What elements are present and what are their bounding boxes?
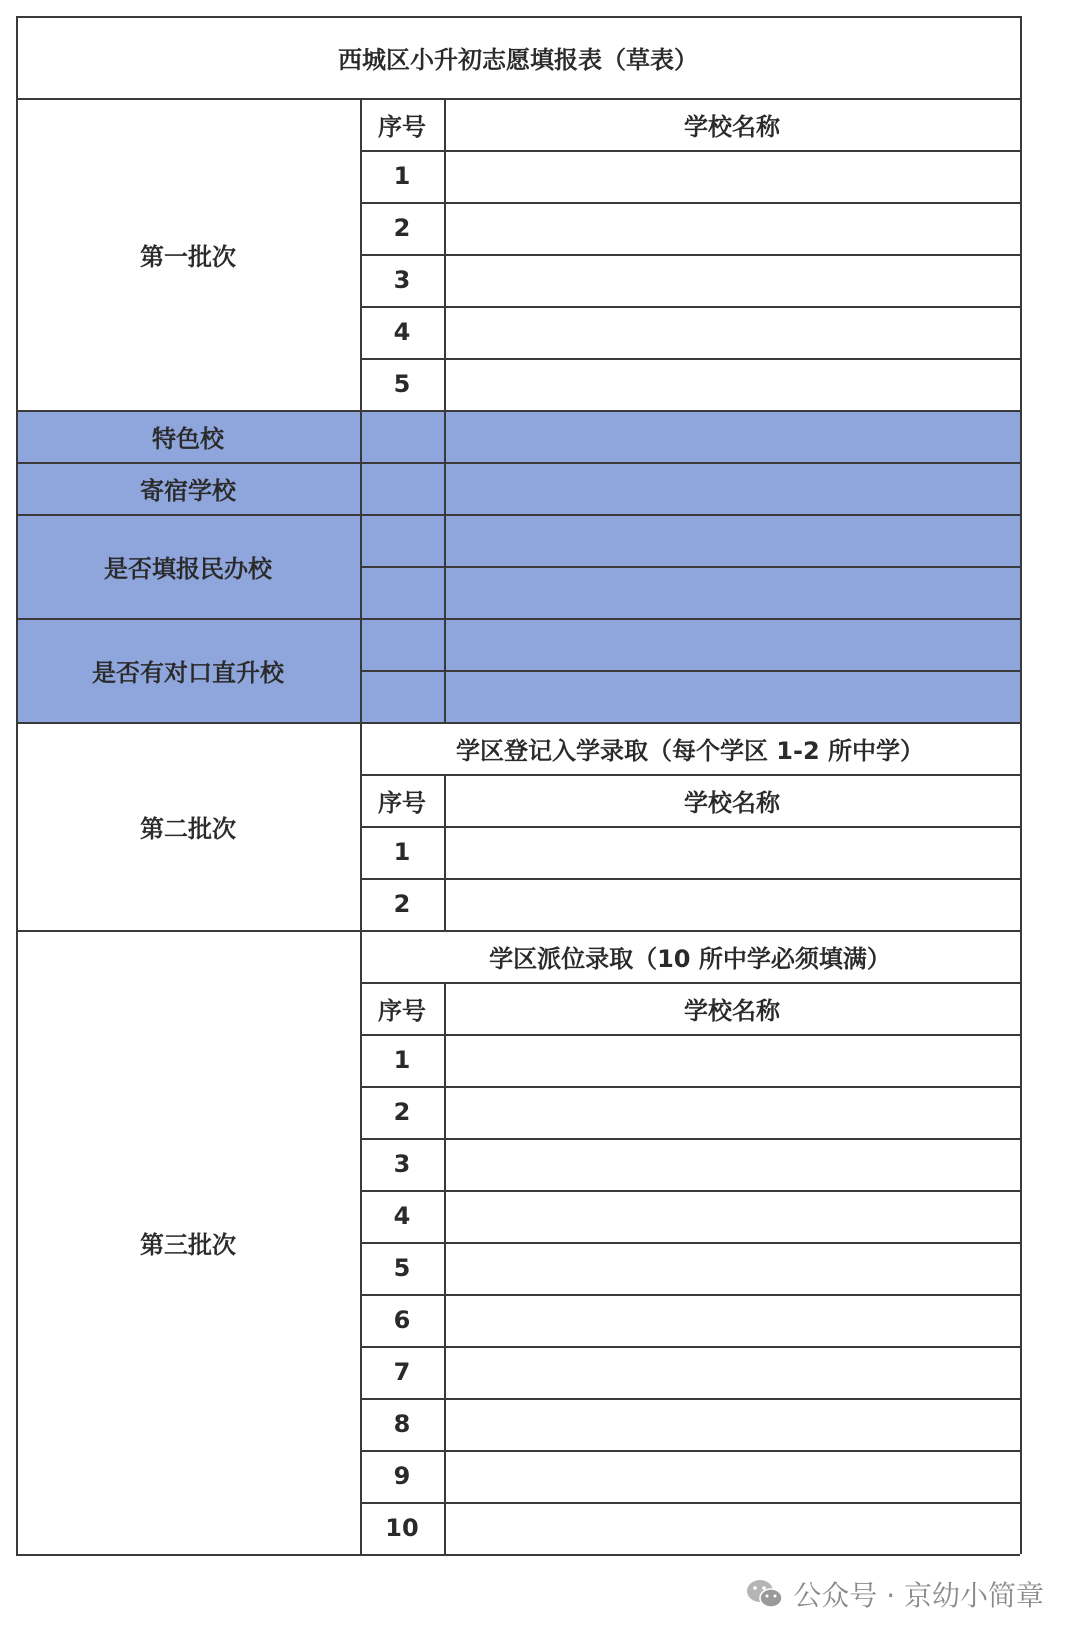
school-name-input[interactable]: [444, 514, 1020, 566]
seq-number: 4: [393, 318, 411, 346]
school-name-input[interactable]: [444, 202, 1020, 254]
seq-number: 2: [393, 890, 411, 918]
seq-number: 2: [393, 1098, 411, 1126]
table-border-left: [16, 16, 18, 1554]
table-border-bottom: [16, 1554, 1020, 1556]
form-title: 西城区小升初志愿填报表（草表）: [338, 45, 698, 74]
seq-number: 6: [393, 1306, 411, 1334]
school-name-input[interactable]: [444, 1346, 1020, 1398]
title-divider: [16, 98, 1020, 100]
school-name-input[interactable]: [444, 1086, 1020, 1138]
school-name-input[interactable]: [444, 670, 1020, 722]
batch-3-label: 第三批次: [140, 1230, 236, 1259]
table-border-top: [16, 16, 1020, 18]
batch-1-label: 第一批次: [140, 242, 236, 271]
school-name-input[interactable]: [444, 1034, 1020, 1086]
seq-number: 5: [393, 370, 411, 398]
school-name-input[interactable]: [444, 1242, 1020, 1294]
seq-number: 1: [393, 162, 411, 190]
school-name-input[interactable]: [444, 1502, 1020, 1554]
seq-number: 7: [393, 1358, 411, 1386]
application-form-table: [16, 16, 1064, 1620]
seq-header: 序号: [378, 112, 426, 141]
school-name-input[interactable]: [444, 358, 1020, 410]
table-border-right: [1020, 16, 1022, 1554]
wechat-icon: [745, 1577, 785, 1611]
seq-number: 8: [393, 1410, 411, 1438]
seq-input[interactable]: [360, 410, 444, 462]
school-name-input[interactable]: [444, 566, 1020, 618]
direct-promotion-label: 是否有对口直升校: [92, 658, 284, 687]
batch-2-subtitle: 学区登记入学录取（每个学区 1-2 所中学）: [455, 736, 925, 765]
school-name-header: 学校名称: [684, 112, 780, 141]
col-divider-seq: [444, 98, 446, 722]
seq-number: 3: [393, 266, 411, 294]
col-divider-seq: [444, 982, 446, 1554]
seq-number: 1: [393, 838, 411, 866]
watermark-text: 公众号 · 京幼小简章: [793, 1579, 1044, 1612]
seq-input[interactable]: [360, 566, 444, 618]
school-name-input[interactable]: [444, 306, 1020, 358]
seq-header: 序号: [378, 788, 426, 817]
school-name-header: 学校名称: [684, 788, 780, 817]
school-name-input[interactable]: [444, 618, 1020, 670]
watermark: [745, 1574, 1044, 1614]
seq-number: 10: [385, 1514, 419, 1542]
group-divider: [16, 410, 1020, 412]
seq-input[interactable]: [360, 618, 444, 670]
school-name-input[interactable]: [444, 1138, 1020, 1190]
col-divider-seq: [444, 774, 446, 930]
seq-number: 4: [393, 1202, 411, 1230]
seq-number: 5: [393, 1254, 411, 1282]
batch-3-subtitle: 学区派位录取（10 所中学必须填满）: [489, 944, 891, 973]
seq-input[interactable]: [360, 462, 444, 514]
batch-2-label: 第二批次: [140, 814, 236, 843]
school-name-input[interactable]: [444, 462, 1020, 514]
school-name-header: 学校名称: [684, 996, 780, 1025]
boarding-school-label: 寄宿学校: [140, 476, 236, 505]
seq-input[interactable]: [360, 514, 444, 566]
school-name-input[interactable]: [444, 254, 1020, 306]
school-name-input[interactable]: [444, 826, 1020, 878]
special-school-label: 特色校: [152, 424, 224, 453]
school-name-input[interactable]: [444, 878, 1020, 930]
col-divider-label: [360, 98, 362, 1554]
seq-number: 2: [393, 214, 411, 242]
seq-header: 序号: [378, 996, 426, 1025]
seq-number: 9: [393, 1462, 411, 1490]
school-name-input[interactable]: [444, 1294, 1020, 1346]
school-name-input[interactable]: [444, 1398, 1020, 1450]
school-name-input[interactable]: [444, 1450, 1020, 1502]
school-name-input[interactable]: [444, 150, 1020, 202]
seq-number: 1: [393, 1046, 411, 1074]
school-name-input[interactable]: [444, 1190, 1020, 1242]
school-name-input[interactable]: [444, 410, 1020, 462]
private-school-label: 是否填报民办校: [104, 554, 272, 583]
seq-number: 3: [393, 1150, 411, 1178]
seq-input[interactable]: [360, 670, 444, 722]
